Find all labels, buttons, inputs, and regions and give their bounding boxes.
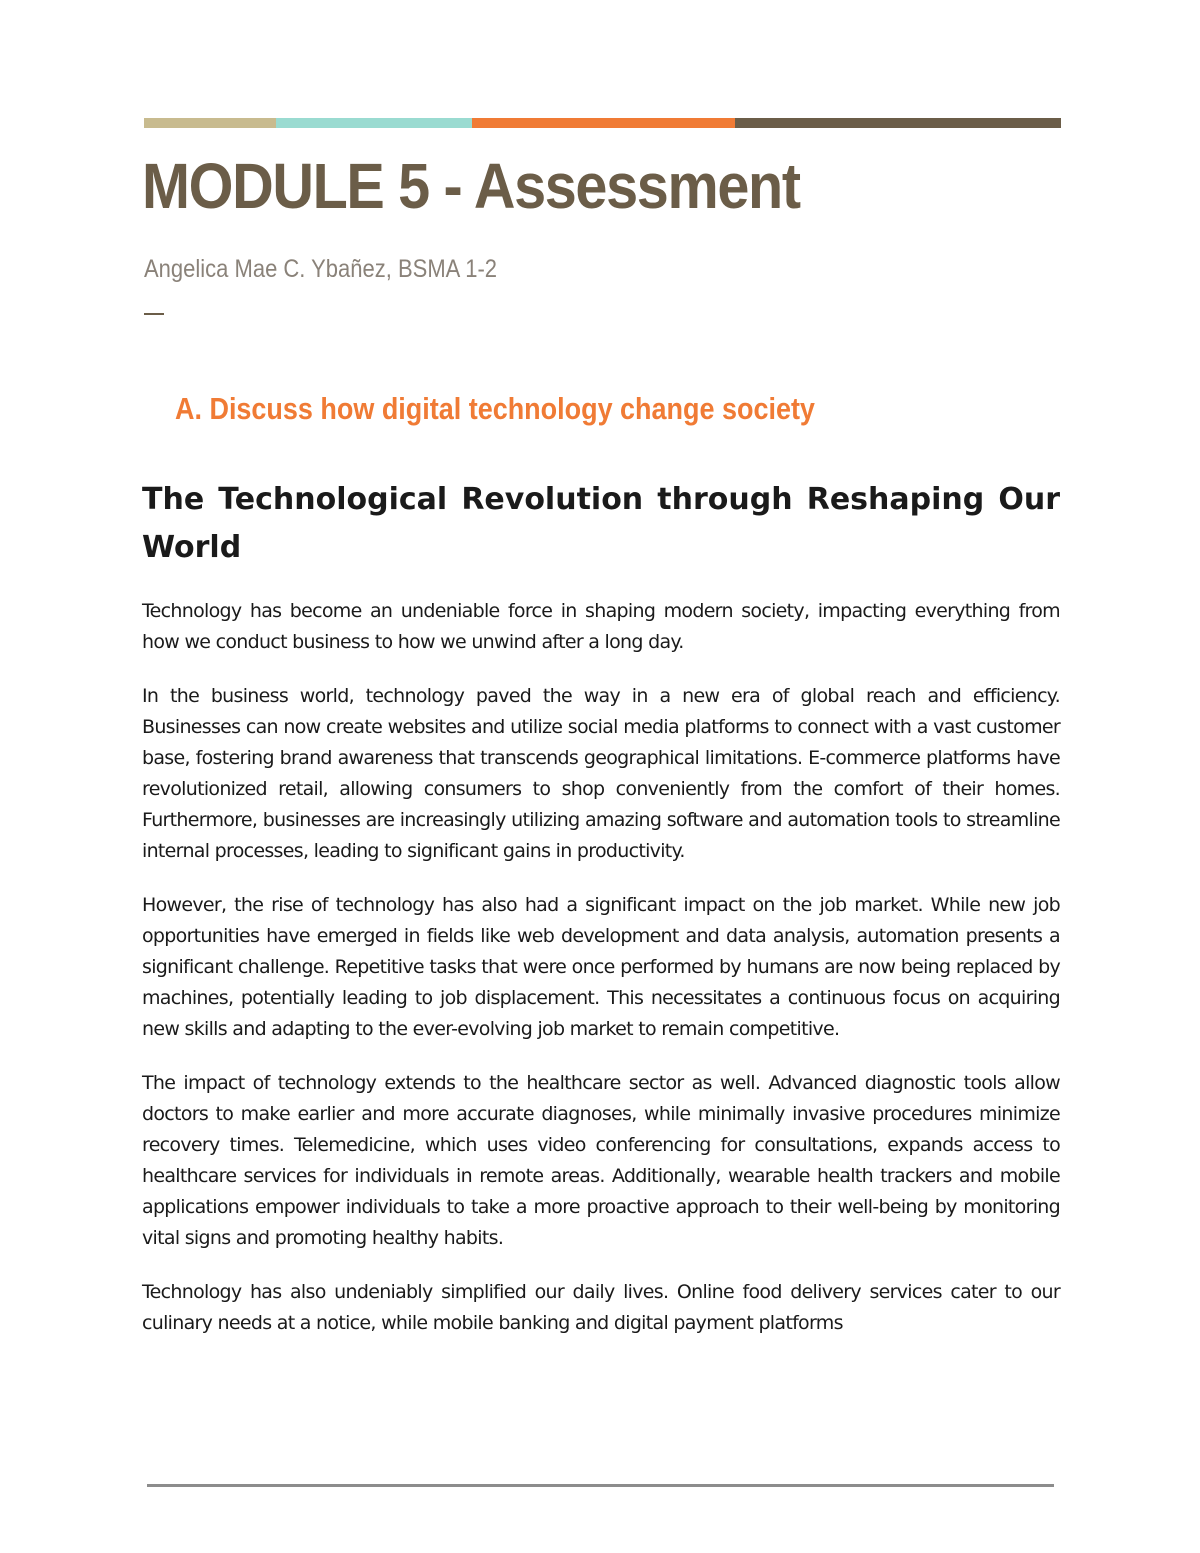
body-paragraph: However, the rise of technology has also had a significant impact on the job market. While new job opportunities have emerged in fields like web development and data analysis, automation presents a significant challenge. Repetitive tasks that were once performed by humans are now being replaced by machines, potentially leading to job displacement. This necessitates a continuous focus on acquiring new skills and adapting to the ever-evolving job market to remain competitive. [142, 894, 1060, 1040]
body-paragraph: The impact of technology extends to the healthcare sector as well. Advanced diagnostic tools allow doctors to make earlier and more accurate diagnoses, while minimally invasive procedures minimize recovery times. Telemedicine, which uses video conferencing for consultations, expands access to healthcare services for individuals in remote areas. Additionally, wearable health trackers and mobile applications empower individuals to take a more proactive approach to their well-being by monitoring vital signs and promoting healthy habits. [142, 1072, 1060, 1249]
body-paragraph: Technology has become an undeniable force in shaping modern society, impacting everything from how we conduct business to how we unwind after a long day. [142, 600, 1060, 653]
author-divider [144, 313, 164, 315]
body-paragraph: In the business world, technology paved the way in a new era of global reach and efficiency. Businesses can now create websites and utilize social media platforms to connect with a vast customer base, fostering brand awareness that transcends geographical limitations. E-commerce platforms have revolutionized retail, allowing consumers to shop conveniently from the comfort of their homes. Furthermore, businesses are increasingly utilizing amazing software and automation tools to streamline internal processes, leading to significant gains in productivity. [142, 685, 1060, 862]
section-heading: A. Discuss how digital technology change society [175, 391, 815, 426]
body-paragraph: Technology has also undeniably simplified our daily lives. Online food delivery services cater to our culinary needs at a notice, while mobile banking and digital payment platforms [142, 1281, 1060, 1334]
color-bar-segment-tan [144, 118, 276, 128]
document-title: MODULE 5 - Assessment [142, 150, 800, 222]
footer-divider [147, 1484, 1054, 1487]
decorative-color-bar [144, 118, 1061, 128]
author-line: Angelica Mae C. Ybañez, BSMA 1-2 [144, 255, 498, 283]
color-bar-segment-orange [472, 118, 735, 128]
color-bar-segment-brown [735, 118, 1061, 128]
article-title: The Technological Revolution through Reshaping Our World [142, 482, 1060, 565]
article-body [142, 596, 1060, 1362]
color-bar-segment-teal [276, 118, 472, 128]
